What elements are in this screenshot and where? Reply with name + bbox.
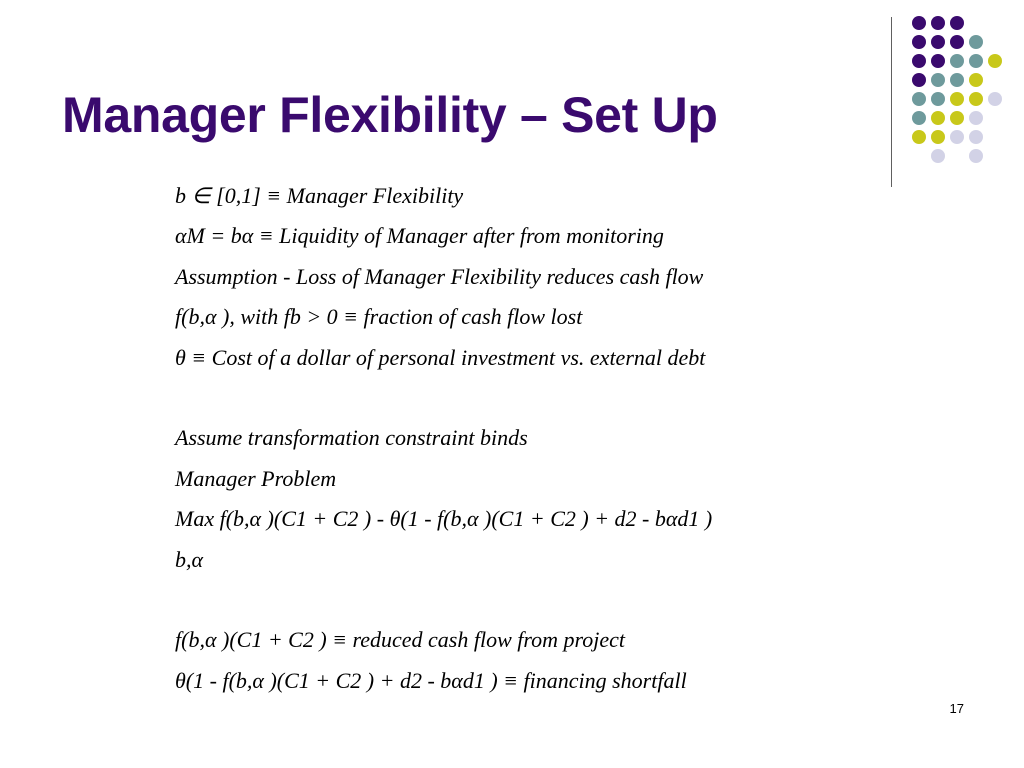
equation-line: Max f(b,α )(C1 + C2 ) - θ(1 - f(b,α )(C1 + C2 ) + d2 - bαd1 ) bbox=[175, 506, 713, 532]
page-number: 17 bbox=[949, 701, 964, 716]
equation-line: αM = bα ≡ Liquidity of Manager after from monitoring bbox=[175, 223, 664, 249]
equation-line: f(b,α )(C1 + C2 ) ≡ reduced cash flow from project bbox=[175, 627, 626, 653]
dot bbox=[912, 111, 926, 125]
dot bbox=[950, 35, 964, 49]
dot bbox=[931, 92, 945, 106]
equation-line: Assumption - Loss of Manager Flexibility reduces cash flow bbox=[175, 263, 704, 289]
vertical-divider bbox=[891, 17, 892, 187]
dot bbox=[931, 130, 945, 144]
dot bbox=[931, 149, 945, 163]
slide-title: Manager Flexibility – Set Up bbox=[62, 87, 718, 143]
dot bbox=[931, 35, 945, 49]
dot bbox=[950, 130, 964, 144]
dot bbox=[931, 54, 945, 68]
dot bbox=[931, 111, 945, 125]
dot bbox=[969, 111, 983, 125]
dot bbox=[950, 54, 964, 68]
dot bbox=[912, 54, 926, 68]
dot bbox=[950, 73, 964, 87]
equations-block bbox=[175, 176, 875, 701]
dot bbox=[969, 130, 983, 144]
dot bbox=[912, 16, 926, 30]
dot bbox=[912, 35, 926, 49]
dot bbox=[969, 92, 983, 106]
equation-line: b ∈ [0,1] ≡ Manager Flexibility bbox=[175, 183, 464, 208]
dot bbox=[969, 35, 983, 49]
equation-line: Assume transformation constraint binds bbox=[175, 425, 528, 451]
dot bbox=[950, 92, 964, 106]
dot bbox=[950, 16, 964, 30]
dot bbox=[969, 73, 983, 87]
dot bbox=[912, 92, 926, 106]
dot bbox=[950, 111, 964, 125]
equation-line: Manager Problem bbox=[175, 465, 337, 491]
dot bbox=[969, 54, 983, 68]
dot bbox=[931, 16, 945, 30]
dot bbox=[988, 92, 1002, 106]
equation-line: b,α bbox=[175, 546, 204, 572]
blank-line bbox=[175, 378, 875, 418]
blank-line bbox=[175, 580, 875, 620]
equation-line: θ ≡ Cost of a dollar of personal investment vs. external debt bbox=[175, 344, 706, 370]
equation-line: θ(1 - f(b,α )(C1 + C2 ) + d2 - bαd1 ) ≡ financing shortfall bbox=[175, 667, 687, 693]
dot bbox=[988, 54, 1002, 68]
dot bbox=[912, 73, 926, 87]
dot bbox=[912, 130, 926, 144]
equation-line: f(b,α ), with fb > 0 ≡ fraction of cash flow lost bbox=[175, 304, 583, 330]
dot bbox=[931, 73, 945, 87]
dot bbox=[969, 149, 983, 163]
